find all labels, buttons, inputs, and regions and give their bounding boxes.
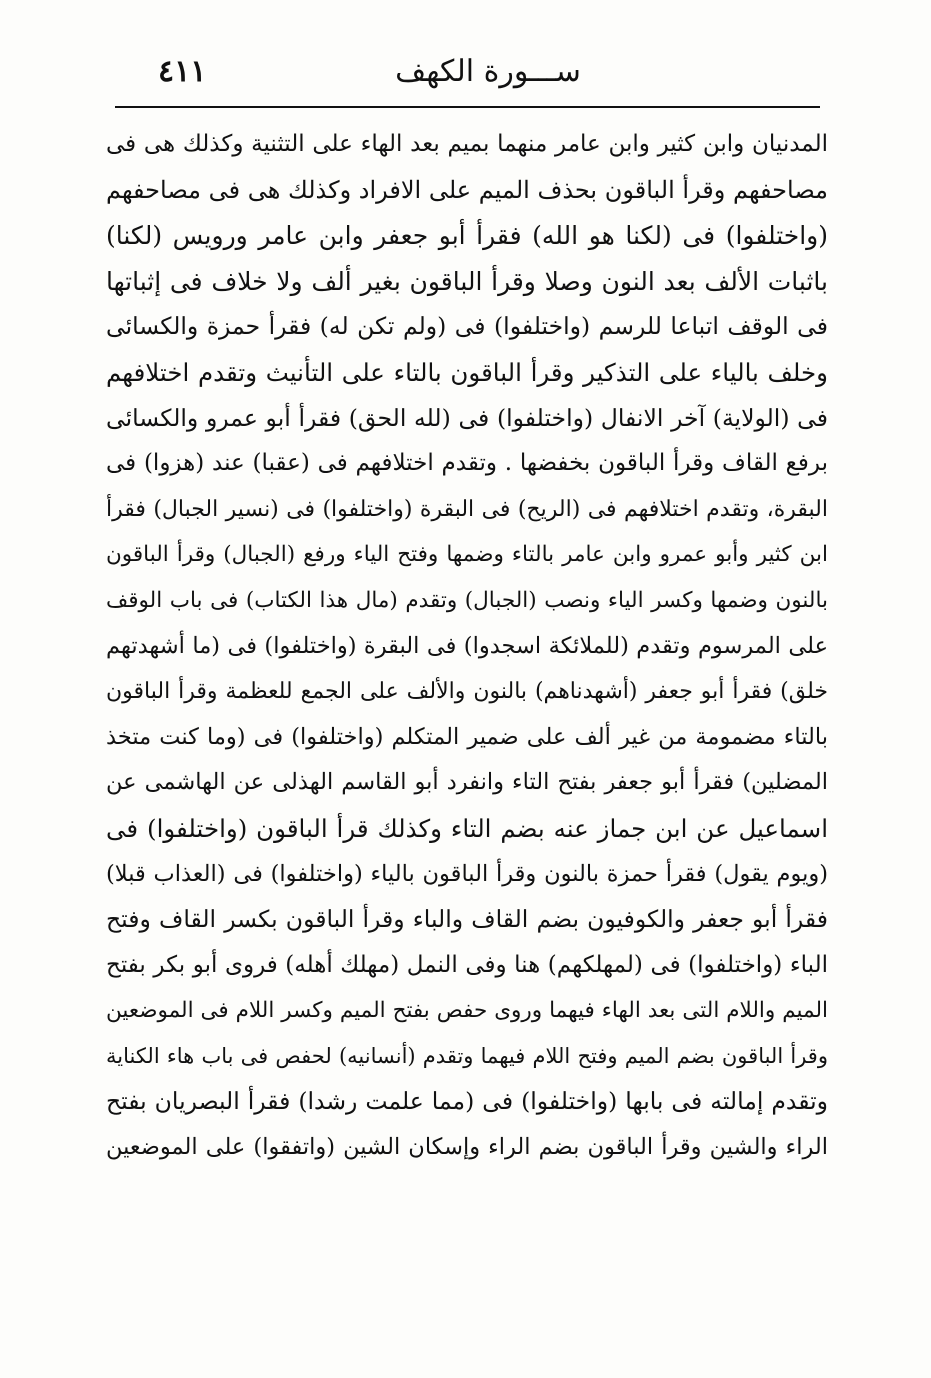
text-line: فى (الولاية) آخر الانفال (واختلفوا) فى (لله الحق) فقرأ أبو عمرو والكسائى — [106, 403, 828, 432]
text-line: وقرأ الباقون بضم الميم وفتح اللام فيهما وتقدم (أنسانيه) لحفص فى باب هاء الكناية — [106, 1043, 828, 1068]
page-number: ٤١١ — [158, 54, 207, 89]
page-header — [118, 52, 818, 102]
text-line: المضلين) فقرأ أبو جعفر بفتح التاء وانفرد أبو القاسم الهذلى عن الهاشمى عن — [106, 769, 828, 796]
text-line: فى الوقف اتباعا للرسم (واختلفوا) فى (ولم تكن له) فقرأ حمزة والكسائى — [106, 312, 828, 341]
text-line: فقرأ أبو جعفر والكوفيون بضم القاف والباء وقرأ الباقون بكسر القاف وفتح — [106, 905, 828, 934]
body-text — [106, 122, 828, 1171]
text-line: خلق) فقرأ أبو جعفر (أشهدناهم) بالنون والألف على الجمع للعظمة وقرأ الباقون — [106, 679, 828, 705]
text-line: باثبات الألف بعد النون وصلا وقرأ الباقون بغير ألف ولا خلاف فى إثباتها — [106, 266, 828, 296]
text-line: (واختلفوا) فى (لكنا هو الله) فقرأ أبو جعفر وابن عامر ورويس (لكنا) — [106, 221, 828, 251]
text-line: ابن كثير وأبو عمرو وابن عامر بالتاء وضمها وفتح الياء ورفع (الجبال) وقرأ الباقون — [106, 542, 828, 568]
text-line: البقرة، وتقدم اختلافهم فى (الريح) فى البقرة (واختلفوا) فى (نسير الجبال) فقرأ — [106, 496, 828, 522]
text-line: بالتاء مضمومة من غير ألف على ضمير المتكلم (واختلفوا) فى (وما كنت متخذ — [106, 723, 828, 750]
text-line: (ويوم يقول) فقرأ حمزة بالنون وقرأ الباقون بالياء (واختلفوا) فى (العذاب قبلا) — [106, 860, 828, 887]
text-line: على المرسوم وتقدم (للملائكة اسجدوا) فى البقرة (واختلفوا) فى (ما أشهدتهم — [106, 632, 828, 659]
text-line: الميم واللام التى بعد الهاء فيهما وروى حفص بفتح الميم وكسر اللام فى الموضعين — [106, 998, 828, 1024]
text-line: وتقدم إمالته فى بابها (واختلفوا) فى (مما علمت رشدا) فقرأ البصريان بفتح — [106, 1087, 828, 1116]
text-line: المدنيان وابن كثير وابن عامر منهما بميم بعد الهاء على التثنية وكذلك هى فى — [106, 131, 828, 157]
text-line: اسماعيل عن ابن جماز عنه بضم التاء وكذلك قرأ الباقون (واختلفوا) فى — [106, 813, 828, 843]
text-line: الراء والشين وقرأ الباقون بضم الراء وإسكان الشين (واتفقوا) على الموضعين — [106, 1134, 828, 1161]
text-line: بالنون وضمها وكسر الياء ونصب (الجبال) وتقدم (مال هذا الكتاب) فى باب الوقف — [106, 587, 828, 613]
running-title: ســـورة الكهف — [395, 54, 581, 89]
text-line: وخلف بالياء على التذكير وقرأ الباقون بالتاء على التأنيث وتقدم اختلافهم — [106, 357, 828, 387]
header-rule — [115, 106, 820, 108]
text-line: مصاحفهم وقرأ الباقون بحذف الميم على الافراد وكذلك هى فى مصاحفهم — [106, 175, 828, 204]
text-line: برفع القاف وقرأ الباقون بخفضها . وتقدم اختلافهم فى (عقبا) عند (هزوا) فى — [106, 450, 828, 477]
text-line: الباء (واختلفوا) فى (لمهلكهم) هنا وفى النمل (مهلك أهله) فروى أبو بكر بفتح — [106, 951, 828, 978]
